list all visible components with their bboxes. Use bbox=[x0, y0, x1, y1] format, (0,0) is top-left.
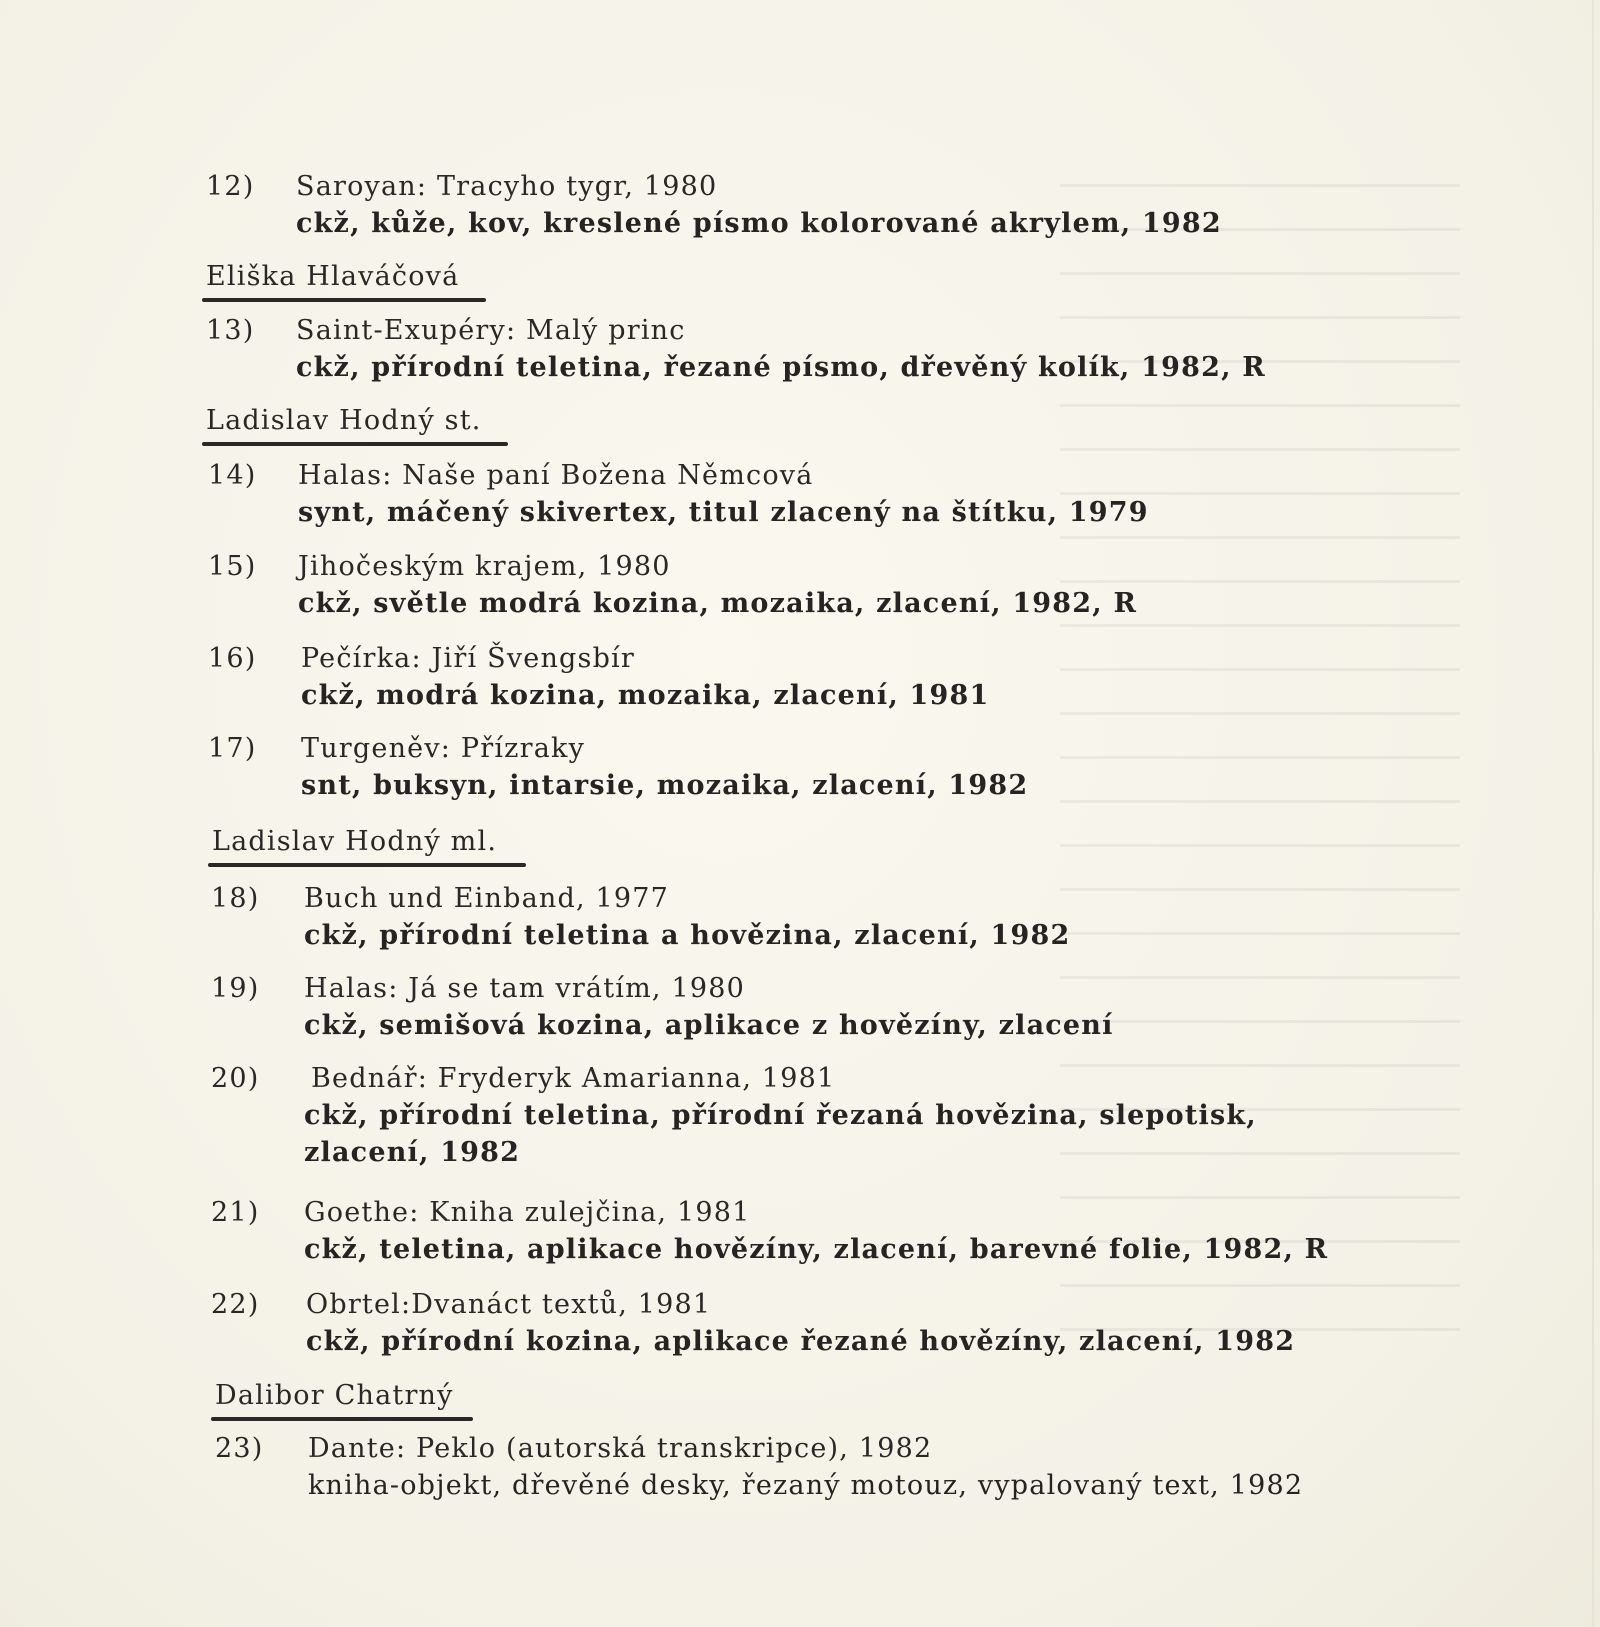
entry-title: Saroyan: Tracyho tygr, 1980 bbox=[296, 171, 718, 202]
entry-number: 23) bbox=[215, 1433, 264, 1464]
show-through-text bbox=[1060, 160, 1460, 1340]
artist-heading bbox=[206, 405, 482, 436]
entry-title: Obrtel:Dvanáct textů, 1981 bbox=[306, 1289, 712, 1320]
entry-number: 21) bbox=[211, 1197, 260, 1228]
entry-number: 18) bbox=[211, 883, 260, 914]
entry-title: Pečírka: Jiří Švengsbír bbox=[301, 643, 635, 674]
artist-name: Ladislav Hodný st. bbox=[206, 405, 482, 436]
artist-name: Ladislav Hodný ml. bbox=[212, 826, 498, 857]
entry-number: 12) bbox=[206, 171, 255, 202]
entry-description: ckž, světle modrá kozina, mozaika, zlacení, 1982, R bbox=[298, 588, 1138, 619]
entry-description: ckž, přírodní teletina a hovězina, zlacení, 1982 bbox=[304, 920, 1071, 951]
entry-title: Halas: Já se tam vrátím, 1980 bbox=[304, 973, 745, 1004]
entry-description: ckž, semišová kozina, aplikace z hovězíny, zlacení bbox=[304, 1010, 1114, 1041]
entry-title: Bednář: Fryderyk Amarianna, 1981 bbox=[311, 1063, 836, 1094]
artist-heading bbox=[206, 261, 459, 292]
entry-description: ckž, kůže, kov, kreslené písmo kolorované akrylem, 1982 bbox=[296, 208, 1222, 239]
artist-underline bbox=[211, 1417, 473, 1421]
entry-description-continued: zlacení, 1982 bbox=[304, 1137, 521, 1168]
entry-title: Dante: Peklo (autorská transkripce), 1982 bbox=[308, 1433, 933, 1464]
entry-description: ckž, modrá kozina, mozaika, zlacení, 1981 bbox=[301, 680, 990, 711]
entry-number: 14) bbox=[208, 460, 257, 491]
artist-name: Dalibor Chatrný bbox=[215, 1380, 454, 1411]
artist-heading bbox=[212, 826, 497, 857]
entry-title: Goethe: Kniha zulejčina, 1981 bbox=[304, 1197, 751, 1228]
entry-description: synt, máčený skivertex, titul zlacený na štítku, 1979 bbox=[298, 497, 1149, 528]
artist-underline bbox=[202, 442, 508, 446]
entry-description: ckž, přírodní kozina, aplikace řezané hovězíny, zlacení, 1982 bbox=[306, 1326, 1296, 1357]
page-edge bbox=[1592, 0, 1594, 1627]
entry-description: snt, buksyn, intarsie, mozaika, zlacení, 1982 bbox=[301, 770, 1029, 801]
entry-number: 19) bbox=[211, 973, 260, 1004]
entry-description: ckž, přírodní teletina, přírodní řezaná hovězina, slepotisk, bbox=[304, 1100, 1257, 1131]
entry-title: Jihočeským krajem, 1980 bbox=[298, 551, 671, 582]
entry-description: ckž, teletina, aplikace hovězíny, zlacení, barevné folie, 1982, R bbox=[304, 1234, 1329, 1265]
entry-number: 22) bbox=[211, 1289, 260, 1320]
entry-number: 15) bbox=[208, 551, 257, 582]
artist-heading bbox=[215, 1380, 454, 1411]
entry-description: ckž, přírodní teletina, řezané písmo, dřevěný kolík, 1982, R bbox=[296, 352, 1266, 383]
entry-title: Turgeněv: Přízraky bbox=[301, 733, 586, 764]
entry-title: Saint-Exupéry: Malý princ bbox=[296, 315, 686, 346]
entry-title: Buch und Einband, 1977 bbox=[304, 883, 670, 914]
entry-number: 13) bbox=[206, 315, 255, 346]
artist-underline bbox=[208, 863, 526, 867]
entry-number: 17) bbox=[208, 733, 257, 764]
artist-underline bbox=[202, 298, 486, 302]
entry-number: 20) bbox=[211, 1063, 260, 1094]
artist-name: Eliška Hlaváčová bbox=[206, 261, 460, 292]
entry-number: 16) bbox=[208, 643, 257, 674]
entry-description: kniha-objekt, dřevěné desky, řezaný motouz, vypalovaný text, 1982 bbox=[308, 1470, 1304, 1501]
entry-title: Halas: Naše paní Božena Němcová bbox=[298, 460, 814, 491]
